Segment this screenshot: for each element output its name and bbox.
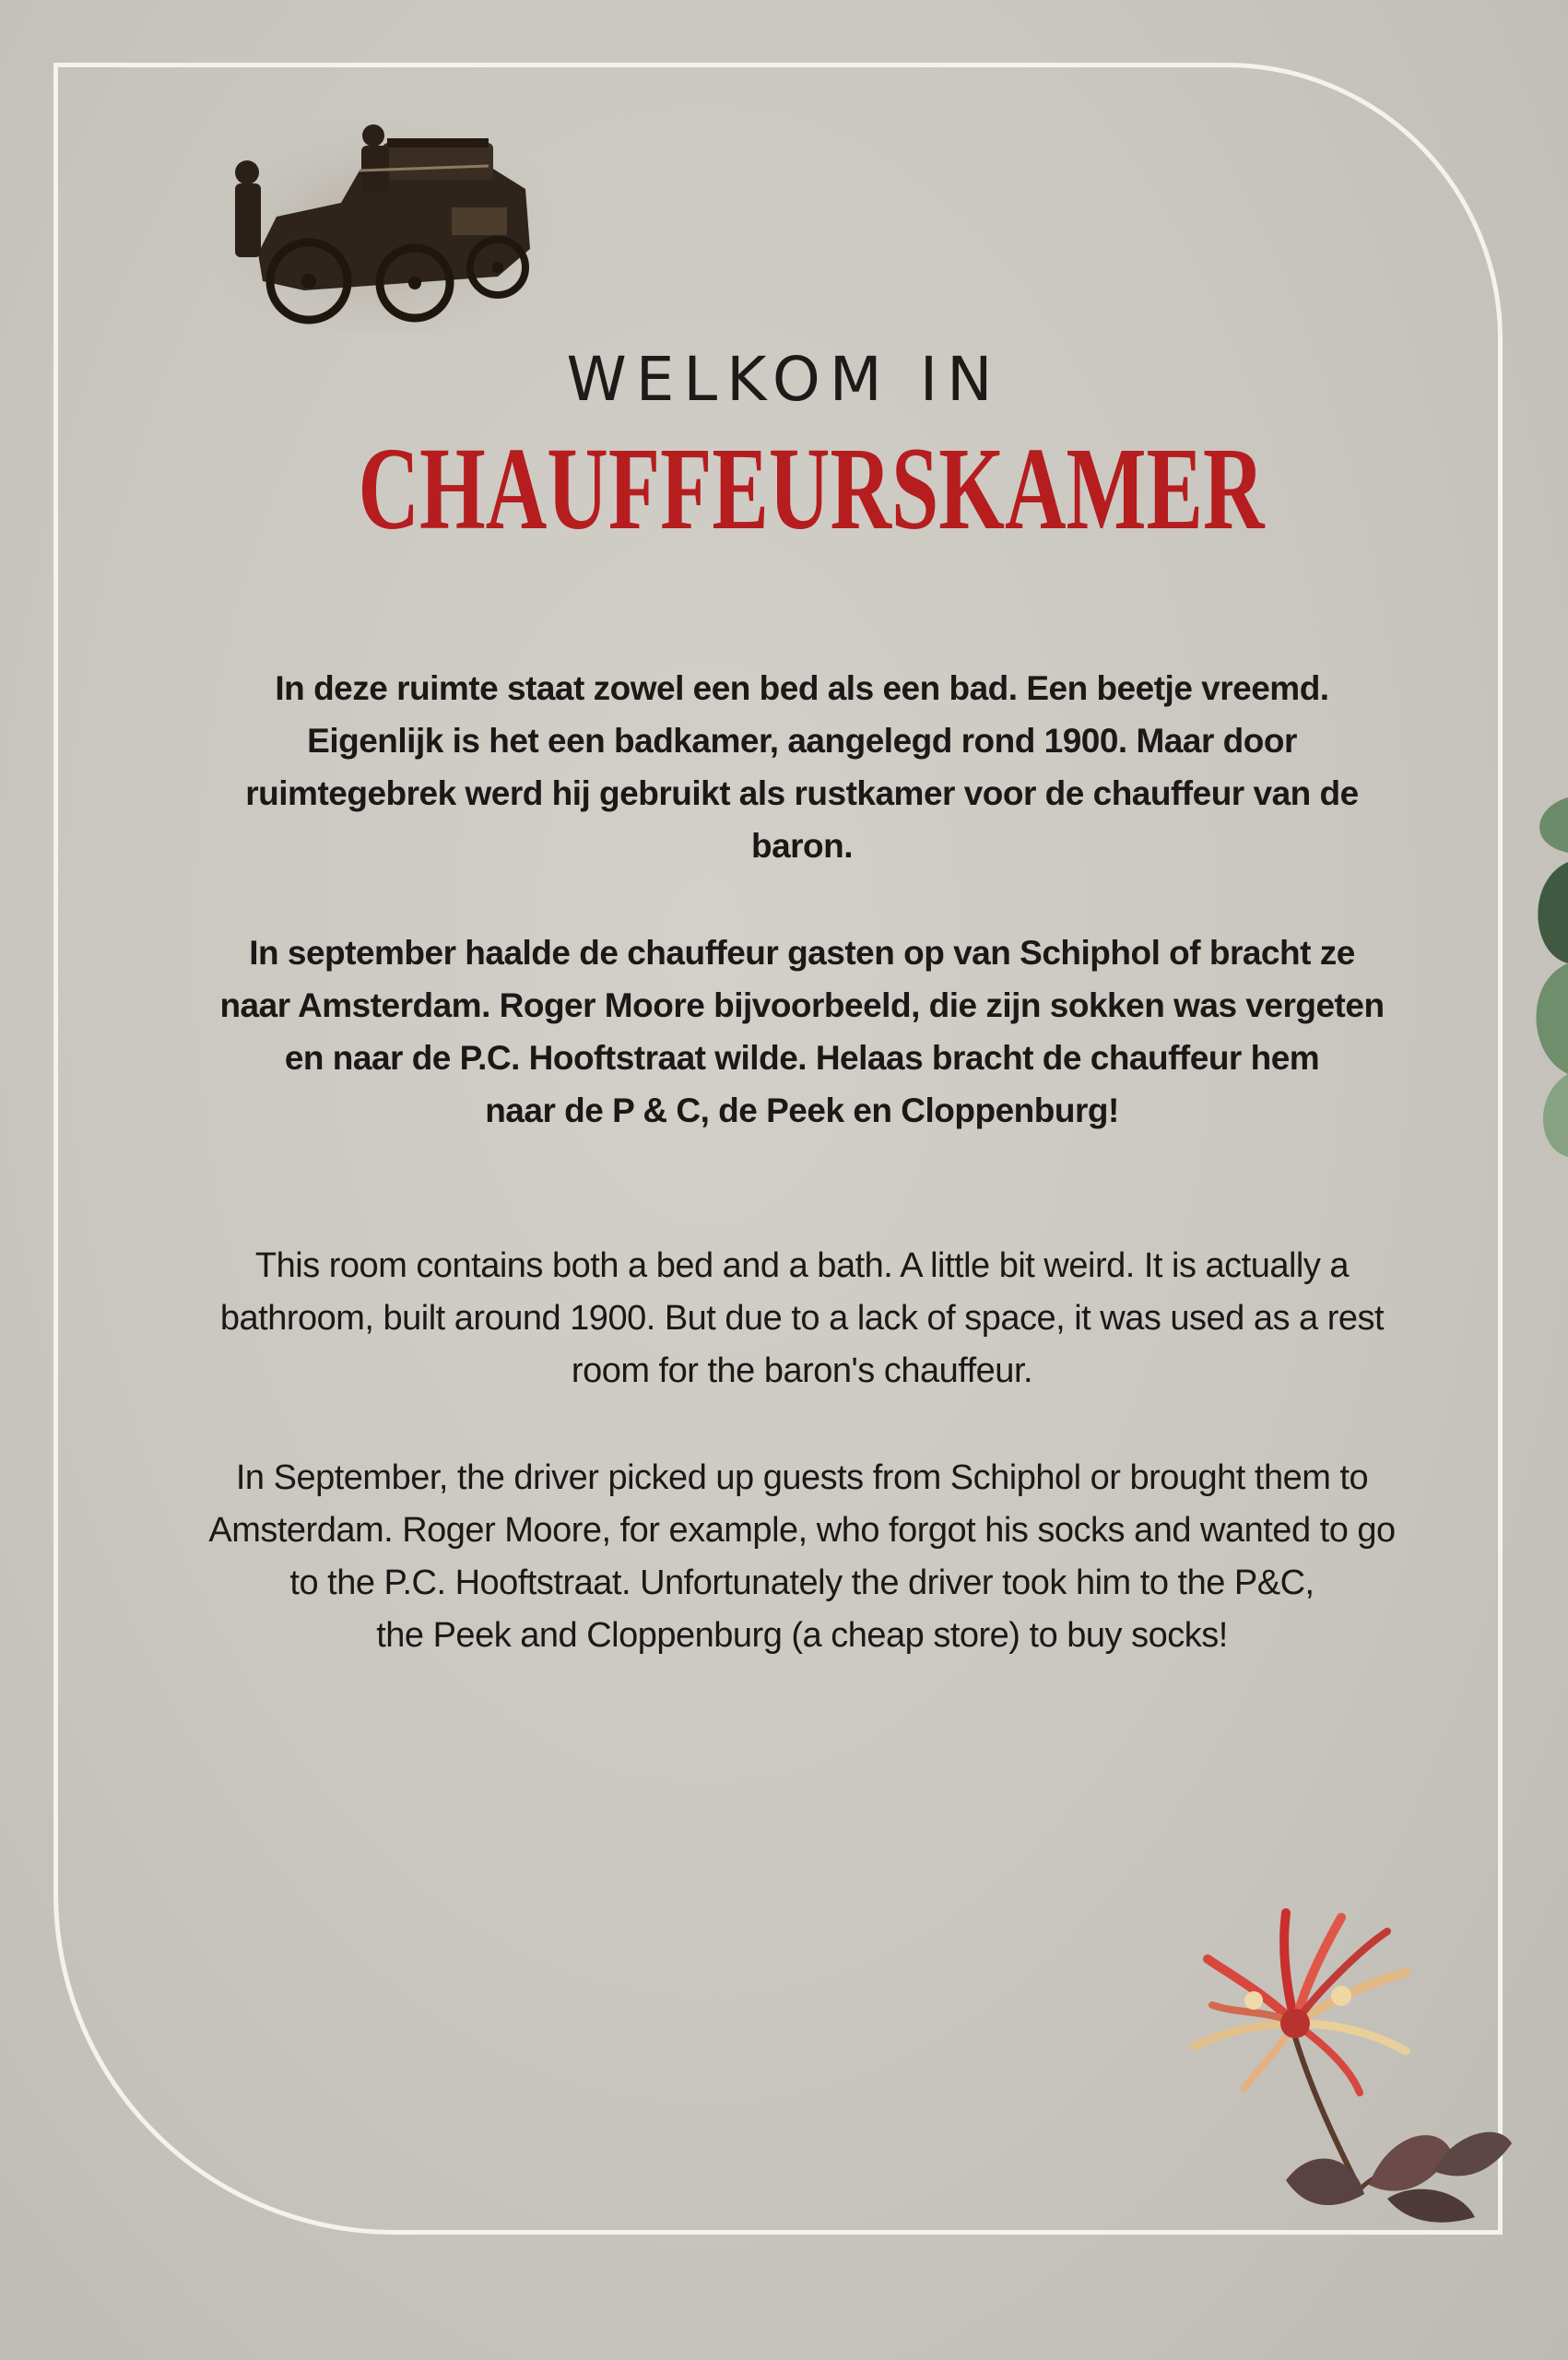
- honeysuckle-flower-illustration: [1157, 1894, 1544, 2231]
- vintage-car-photo: [221, 115, 548, 332]
- text-line: Eigenlijk is het een badkamer, aangelegd rond 1900. Maar door: [307, 722, 1297, 760]
- text-line: en naar de P.C. Hooftstraat wilde. Helaas bracht de chauffeur hem: [284, 1039, 1320, 1077]
- welcome-heading: WELKOM IN: [566, 344, 1002, 415]
- dutch-paragraph-2: [111, 926, 1493, 1137]
- text-line: room for the baron's chauffeur.: [571, 1351, 1033, 1390]
- text-line: This room contains both a bed and a bath. A little bit weird. It is actually a: [254, 1246, 1350, 1285]
- room-title: CHAUFFEURSKAMER: [358, 423, 1265, 554]
- text-line: naar de P & C, de Peek en Cloppenburg!: [485, 1092, 1119, 1129]
- text-line: naar Amsterdam. Roger Moore bijvoorbeeld, die zijn sokken was vergeten: [219, 986, 1385, 1024]
- text-line: the Peek and Cloppenburg (a cheap store) to buy socks!: [376, 1616, 1228, 1655]
- text-line: ruimtegebrek werd hij gebruikt als rustkamer voor de chauffeur van de: [245, 774, 1359, 812]
- text-line: to the P.C. Hooftstraat. Unfortunately the driver took him to the P&C,: [289, 1564, 1315, 1602]
- text-line: In deze ruimte staat zowel een bed als een bad. Een beetje vreemd.: [275, 669, 1329, 707]
- leaves-decoration: [1516, 779, 1568, 1166]
- text-line: bathroom, built around 1900. But due to a lack of space, it was used as a rest: [219, 1299, 1385, 1338]
- text-line: Amsterdam. Roger Moore, for example, who forgot his socks and wanted to go: [208, 1511, 1396, 1550]
- english-paragraph-2: [111, 1452, 1493, 1662]
- english-paragraph-1: [111, 1240, 1493, 1398]
- dutch-paragraph-1: [111, 662, 1493, 872]
- text-line: In September, the driver picked up guests from Schiphol or brought them to: [235, 1458, 1369, 1497]
- text-line: baron.: [750, 827, 854, 865]
- text-line: In september haalde de chauffeur gasten op van Schiphol of bracht ze: [249, 934, 1355, 972]
